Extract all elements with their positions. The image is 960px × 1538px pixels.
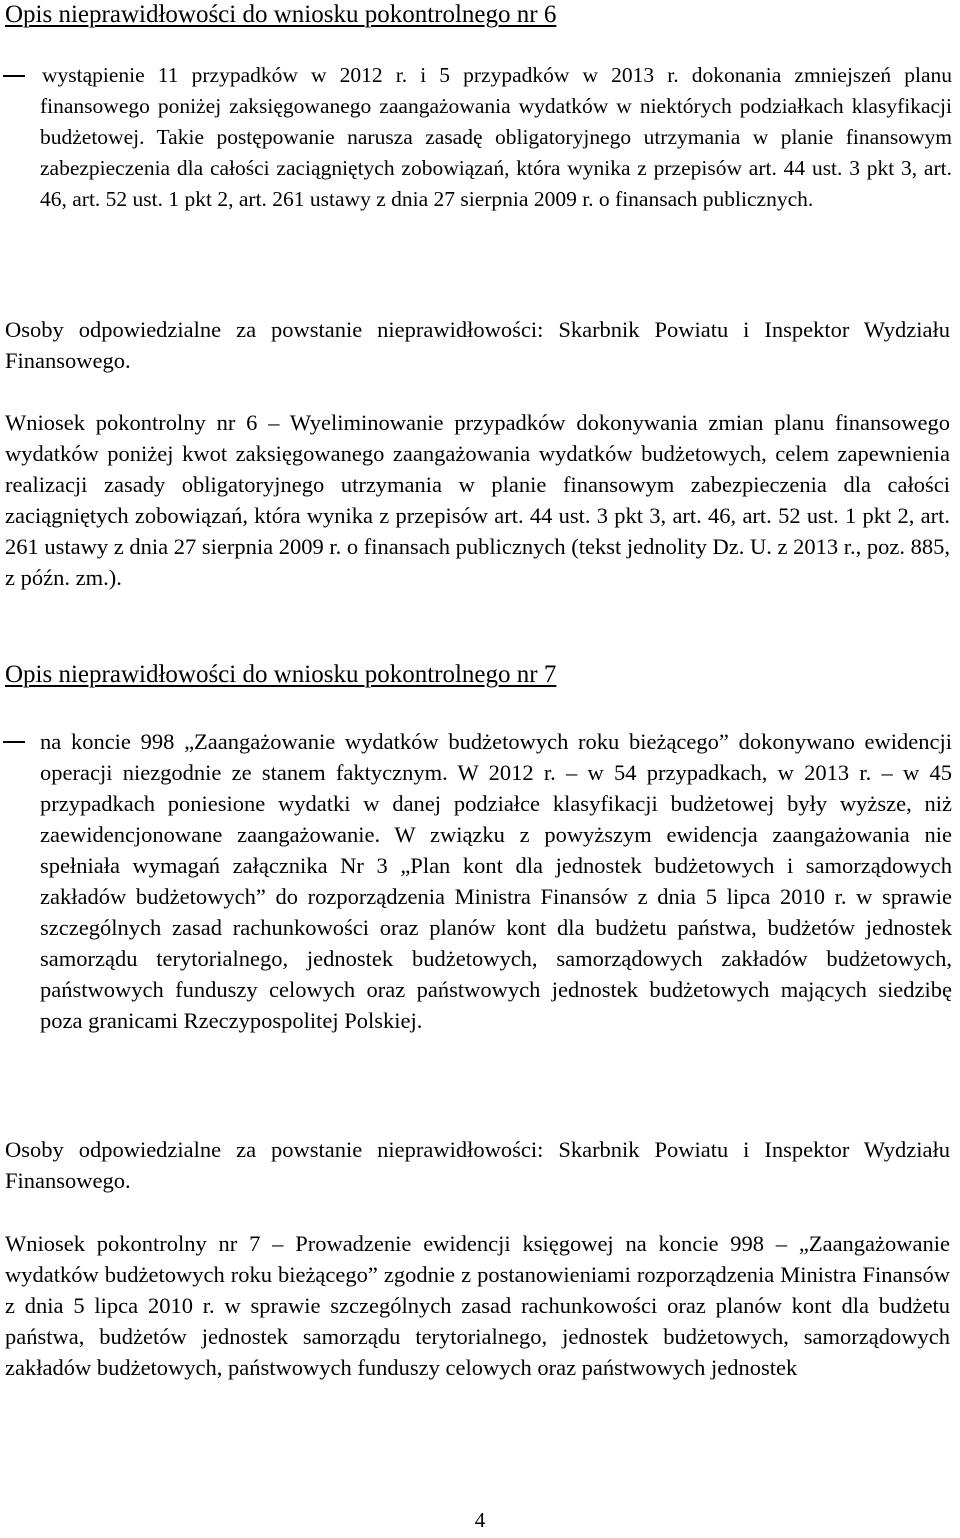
responsible-persons-7 (5, 1134, 950, 1196)
section-heading-6: Opis nieprawidłowości do wniosku pokontrolnego nr 6 (5, 1, 557, 28)
dash-bullet (3, 741, 25, 743)
irregularity-text-6: wystąpienie 11 przypadków w 2012 r. i 5 przypadków w 2013 r. dokonania zmniejszeń planu finansowego poniżej zaksięgowanego zaangażowania wydatków w niektórych podziałkach klasyfikacji budżetowej. Takie postępowanie narusza zasadę obligatoryjnego utrzymania w planie finansowym zabezpieczenia dla całości zaciągniętych zobowiązań, która wynika z przepisów art. 44 ust. 3 pkt 3, art. 46, art. 52 ust. 1 pkt 2, art. 261 ustawy z dnia 27 sierpnia 2009 r. o finansach publicznych. (40, 63, 952, 211)
responsible-label-7: Osoby odpowiedzialne za powstanie nieprawidłowości (5, 1137, 538, 1162)
responsible-label-6: Osoby odpowiedzialne za powstanie nieprawidłowości (5, 317, 538, 342)
irregularity-text-7: na koncie 998 „Zaangażowanie wydatków budżetowych roku bieżącego” dokonywano ewidencji operacji niezgodnie ze stanem faktycznym. W 2012 r. – w 54 przypadkach, w 2013 r. – w 45 przypadkach poniesione wydatki w danej podziałce klasyfikacji budżetowej były wyższe, niż zaewidencjonowane zaangażowanie. W związku z powyższym ewidencja zaangażowania nie spełniała wymagań załącznika Nr 3 „Plan kont dla jednostek budżetowych i samorządowych zakładów budżetowych” do rozporządzenia Ministra Finansów z dnia 5 lipca 2010 r. w sprawie szczególnych zasad rachunkowości oraz planów kont dla budżetu państwa, budżetów jednostek samorządu terytorialnego, jednostek budżetowych, samorządowych zakładów budżetowych, państwowych funduszy celowych oraz państwowych jednostek budżetowych mających siedzibę poza granicami Rzeczypospolitej Polskiej. (40, 729, 952, 1033)
recommendation-text-7: – Prowadzenie ewidencji księgowej na koncie 998 – „Zaangażowanie wydatków budżetowych roku bieżącego” zgodnie z postanowieniami rozporządzenia Ministra Finansów z dnia 5 lipca 2010 r. w sprawie szczególnych zasad rachunkowości oraz planów kont dla budżetu państwa, budżetów jednostek samorządu terytorialnego, jednostek budżetowych, samorządowych zakładów budżetowych, państwowych funduszy celowych oraz państwowych jednostek (5, 1231, 950, 1380)
section-heading-7: Opis nieprawidłowości do wniosku pokontrolnego nr 7 (5, 661, 557, 688)
responsible-text-7: : Skarbnik Powiatu i Inspektor Wydziału Finansowego. (5, 1137, 950, 1193)
recommendation-7 (5, 1228, 950, 1416)
dash-bullet (3, 75, 25, 77)
recommendation-text-6: – Wyeliminowanie przypadków dokonywania zmian planu finansowego wydatków poniżej kwot zaksięgowanego zaangażowania wydatków budżetowych, celem zapewnienia realizacji zasady obligatoryjnego utrzymania w planie finansowym zabezpieczenia dla całości zaciągniętych zobowiązań, która wynika z przepisów art. 44 ust. 3 pkt 3, art. 46, art. 52 ust. 1 pkt 2, art. 261 ustawy z dnia 27 sierpnia 2009 r. o finansach publicznych (tekst jednolity Dz. U. z 2013 r., poz. 885, z późn. zm.). (5, 410, 950, 590)
responsible-persons-6 (5, 314, 950, 376)
responsible-text-6: : Skarbnik Powiatu i Inspektor Wydziału Finansowego. (5, 317, 950, 373)
recommendation-label-6: Wniosek pokontrolny nr 6 (5, 410, 258, 435)
recommendation-label-7: Wniosek pokontrolny nr 7 (5, 1231, 261, 1256)
page-number: 4 (474, 1508, 486, 1532)
recommendation-6 (5, 407, 950, 593)
